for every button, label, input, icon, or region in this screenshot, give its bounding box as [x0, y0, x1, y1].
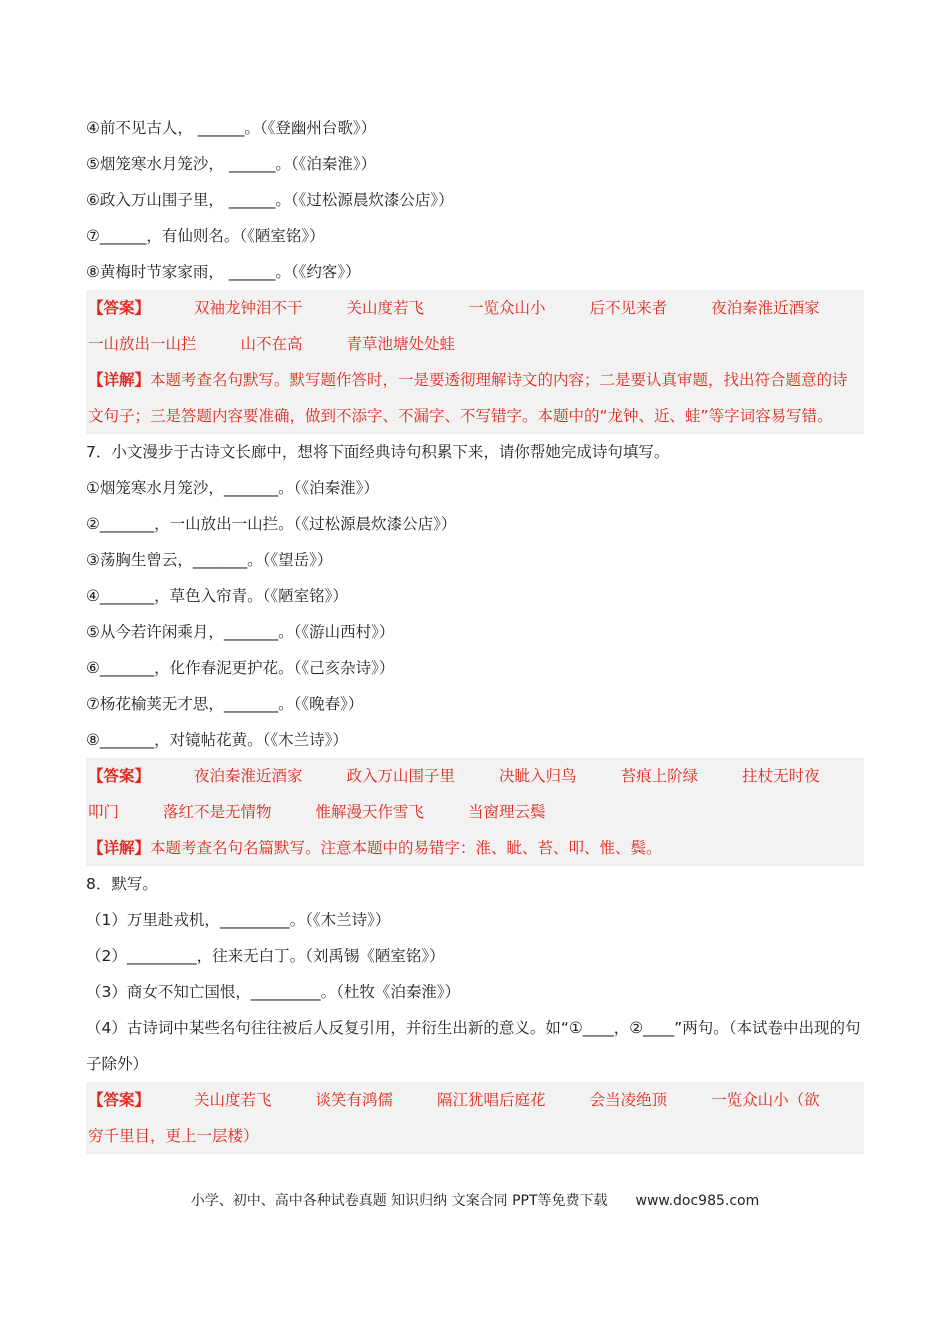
question-line: ⑥_______，化作春泥更护花。（《己亥杂诗》） [86, 659, 395, 677]
question-7-title: 7．小文漫步于古诗文长廊中，想将下面经典诗句积累下来，请你帮她完成诗句填写。 [86, 443, 670, 461]
detail-tag: 【详解】 [88, 371, 151, 389]
question-line: ③荡胸生曾云，_______。（《望岳》） [86, 551, 333, 569]
question-line: ④_______，草色入帘青。（《陋室铭》） [86, 587, 348, 605]
detail-paragraph [88, 830, 862, 866]
answer-box [86, 290, 864, 434]
answer-box [86, 1082, 864, 1154]
answer-item: 决眦入归鸟 [499, 767, 577, 785]
answer-item: 穷千里目，更上一层楼） [88, 1127, 259, 1145]
detail-text: 本题考查名句名篇默写。注意本题中的易错字：淮、眦、苔、叩、惟、鬓。 [150, 839, 662, 857]
answer-item: 苔痕上阶绿 [620, 767, 699, 785]
block1-lines [86, 110, 864, 290]
answer-item: 隔江犹唱后庭花 [437, 1091, 546, 1109]
question-line: ②_______，一山放出一山拦。（《过松源晨炊漆公店》） [86, 515, 457, 533]
answer-item: 会当凌绝顶 [589, 1091, 668, 1109]
answer-tag: 【答案】 [88, 1091, 151, 1109]
question-7-lines [86, 470, 864, 758]
answer-item: 青草池塘处处蛙 [346, 335, 456, 353]
answer-box [86, 758, 864, 866]
question-line: （3）商女不知亡国恨，_________。（杜牧《泊秦淮》） [86, 983, 461, 1001]
answer-row [88, 794, 862, 830]
answer-item: 当窗理云鬓 [468, 803, 546, 821]
question-line: ⑧黄梅时节家家雨， ______。（《约客》） [86, 263, 361, 281]
answer-row [88, 758, 862, 794]
detail-tag: 【详解】 [88, 839, 151, 857]
answer-item: 一览众山小（欲 [711, 1091, 820, 1109]
answer-item: 拄杖无时夜 [742, 767, 820, 785]
question-line: ⑥政入万山围子里， ______。（《过松源晨炊漆公店》） [86, 191, 454, 209]
question-line: ④前不见古人， ______。（《登幽州台歌》） [86, 119, 377, 137]
detail-paragraph [88, 362, 862, 434]
page-footer [0, 1190, 950, 1210]
question-line: ⑤从今若许闲乘月，_______。（《游山西村》） [86, 623, 395, 641]
question-8-title: 8．默写。 [86, 875, 158, 893]
detail-text: 本题考查名句默写。默写题作答时，一是要透彻理解诗文的内容；二是要认真审题，找出符合题意的诗文句子；三是答题内容要准确，做到不添字、不漏字、不写错字。本题中的“龙钟、近、蛙”等字词容易写错。 [88, 371, 848, 425]
answer-row [88, 1118, 862, 1154]
question-line: ⑦杨花榆荚无才思，_______。（《晚春》） [86, 695, 364, 713]
answer-item: 夜泊秦淮近酒家 [194, 767, 303, 785]
question-8-lines [86, 902, 864, 1082]
answer-row [88, 326, 862, 362]
answer-tag: 【答案】 [88, 299, 151, 317]
question-line: （1）万里赴戎机，_________。（《木兰诗》） [86, 911, 391, 929]
question-line: ⑧_______，对镜帖花黄。（《木兰诗》） [86, 731, 348, 749]
question-line: （4）古诗词中某些名句往往被后人反复引用，并衍生出新的意义。如“①____，②____”两句。（本试卷中出现的句子除外） [86, 1019, 861, 1073]
question-line: ⑦______，有仙则名。（《陋室铭》） [86, 227, 325, 245]
answer-item: 山不在高 [240, 335, 303, 353]
answer-item: 关山度若飞 [194, 1091, 272, 1109]
answer-item: 叩门 [88, 803, 120, 821]
answer-item: 一山放出一山拦 [88, 335, 197, 353]
answer-item: 惟解漫天作雪飞 [315, 803, 425, 821]
question-line: ⑤烟笼寒水月笼沙， ______。（《泊秦淮》） [86, 155, 377, 173]
answer-row [88, 1082, 862, 1118]
answer-item: 谈笑有鸿儒 [315, 1091, 394, 1109]
question-line: （2）_________，往来无白丁。（刘禹锡《陋室铭》） [86, 947, 445, 965]
footer-text: 小学、初中、高中各种试卷真题 知识归纳 文案合同 PPT等免费下载 [190, 1193, 608, 1209]
answer-item: 一览众山小 [468, 299, 546, 317]
answer-item: 双袖龙钟泪不干 [194, 299, 303, 317]
answer-row [88, 290, 862, 326]
footer-site-link[interactable]: www.doc985.com [635, 1193, 760, 1209]
answer-item: 政入万山围子里 [346, 767, 456, 785]
question-line: ①烟笼寒水月笼沙，_______。（《泊秦淮》） [86, 479, 379, 497]
answer-tag: 【答案】 [88, 767, 151, 785]
answer-item: 夜泊秦淮近酒家 [711, 299, 820, 317]
answer-item: 落红不是无情物 [163, 803, 272, 821]
answer-item: 后不见来者 [589, 299, 668, 317]
answer-item: 关山度若飞 [346, 299, 425, 317]
document-page [86, 110, 864, 1154]
